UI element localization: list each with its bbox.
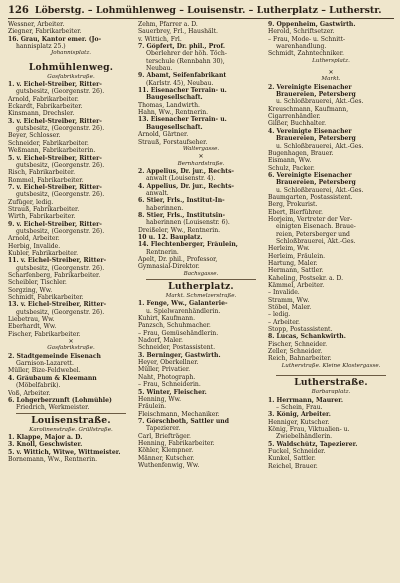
directory-line: Schloßbrauerei, Akt.-Ges. — [276, 237, 356, 245]
directory-line: u. Schloßbrauerei, Akt.-Ges. — [276, 98, 364, 106]
house-number-entry: 6. Vereinigte Eisenacher — [268, 171, 352, 179]
directory-line: Schneider, Postassistent. — [138, 344, 216, 352]
spacer — [268, 370, 394, 374]
directory-line: Tapezierer. — [146, 425, 181, 433]
directory-line: haberinnen. — [146, 204, 184, 212]
section-divider: ✕ — [198, 153, 204, 161]
directory-line: Müller, Bize-Feldwebel. — [8, 367, 81, 375]
directory-line: Kämmel, Arbeiter. — [268, 282, 325, 290]
column-3 — [268, 21, 394, 470]
house-number-entry: 13. v. Eichel-Streiber, Ritter- — [8, 301, 107, 309]
directory-line: Cigarrenhändler. — [268, 113, 321, 121]
directory-line: Gilßer, Buchhalter. — [268, 120, 327, 128]
directory-line: Henniger, Kutscher. — [268, 418, 330, 426]
directory-line: – Frau, Gemüsehändlerin. — [138, 329, 219, 337]
directory-line: Eismann, Ww. — [268, 157, 312, 165]
directory-line: Schulz, Packer. — [268, 164, 315, 172]
house-number-entry: Brauereien, Petersberg — [276, 135, 356, 143]
directory-line: hannisplatz 25.) — [16, 43, 66, 51]
directory-line: Arnold, Gärtner. — [138, 131, 189, 139]
cross-street-note: Waltergasse. — [182, 145, 220, 152]
page-number: 126 — [8, 5, 29, 16]
directory-line: Schmidt, Zahntechniker. — [268, 50, 344, 58]
directory-line: Thomas, Landwirth. — [138, 101, 200, 109]
directory-line: Zufüger, ledig. — [8, 198, 54, 206]
directory-line: Zehm, Pfarrer a. D. — [138, 21, 198, 28]
directory-line: Garnison-Lazarett. — [16, 360, 74, 368]
cross-street-note: Bernhardstraße. — [177, 160, 225, 167]
house-number-entry: 7. Görschboth, Sattler und — [138, 417, 229, 425]
cross-street-note: Gasfabrikstraße. — [47, 345, 95, 352]
house-number-entry: 1. Klappe, Major a. D. — [8, 433, 83, 441]
directory-line: Herbig, Invalide. — [8, 242, 61, 250]
directory-line: Stopp, Postassistent. — [268, 326, 333, 334]
directory-line: Berg, Prokurist. — [268, 201, 318, 209]
directory-line: – Schein, Frau. — [276, 403, 323, 411]
directory-line: Gymnasial-Direktor. — [138, 263, 200, 271]
directory-line: Neubau. — [146, 65, 173, 73]
street-heading: Lutherstraße. — [294, 377, 368, 389]
directory-line: Reich, Bahnarbeiter. — [268, 355, 332, 363]
directory-line: – ledig. — [268, 311, 291, 319]
house-number-entry: 3. Knoll, Geschwister. — [8, 441, 83, 449]
directory-line: Liebetrau, Ww. — [8, 316, 55, 324]
directory-line: Dreißeler, Ww., Rentnerin. — [138, 226, 221, 234]
house-number-entry: 5. Waldschütz, Tapezierer. — [268, 440, 358, 448]
directory-line: (Möbelfabrik). — [16, 382, 61, 390]
directory-line: Scheibler, Tischler. — [8, 279, 67, 287]
directory-line: u. Spielwarenhändlerin. — [146, 307, 221, 315]
house-number-entry: 16. Grau, Kantor emer. (Jo- — [8, 35, 102, 43]
directory-line: Nadorf, Maler. — [138, 337, 183, 345]
house-number-entry: 7. v. Eichel-Streiber, Ritter- — [8, 183, 102, 191]
directory-line: Stöbel, Maler. — [268, 304, 312, 312]
directory-line: Beyer, Schlosser. — [8, 132, 61, 140]
house-number-entry: Baugesellschaft. — [146, 94, 203, 102]
house-number-entry: 7. Göpfert, Dr. phil., Prof. — [138, 43, 226, 51]
directory-line: gutsbesitz, (Georgenstr. 26). — [16, 227, 105, 235]
directory-line: Bugenhagen, Brauer. — [268, 149, 334, 157]
house-number-entry: 5. Winter, Fleischer. — [138, 388, 207, 396]
directory-line: Sauerbrey, Frl., Haushält. — [138, 28, 218, 36]
house-number-entry: 1. v. Eichel-Streiber, Ritter- — [8, 81, 102, 89]
directory-line: Ebert, Bierführer. — [268, 208, 323, 216]
house-number-entry: 9. v. Eichel-Streiber, Ritter- — [8, 220, 102, 228]
directory-line: gutsbesitz, (Georgenstr. 26). — [16, 88, 105, 96]
house-number-entry: 6. Stier, Frls., Institut-In- — [138, 197, 225, 205]
directory-line: (Karlstr. 45), Neubau. — [146, 79, 214, 87]
house-number-entry: 10 u. 12. Bauplatz. — [138, 233, 203, 241]
directory-line: anwalt. — [146, 189, 169, 197]
house-number-entry: 9. Abamt, Seifenfabrikant — [138, 72, 227, 80]
directory-line: Männer, Kutscher. — [138, 454, 195, 462]
directory-line: Kubler, Fabrikarbeiter. — [8, 249, 79, 257]
directory-line: Reichel, Brauer. — [268, 462, 318, 470]
running-title: Löberstg. – Lohmühlenweg – Louisenstr. – Lutherplatz – Lutherstr. — [34, 5, 382, 16]
house-number-entry: 14. Flechtenberger, Fräulein, — [138, 241, 238, 249]
directory-line: Heyer, Oberkellner. — [138, 359, 199, 367]
house-number-entry: 11. Eisenacher Terrain- u. — [138, 87, 227, 95]
cross-street-note: Gasfabrikstraße. — [47, 73, 95, 80]
directory-line: Naht, Photograph. — [138, 373, 196, 381]
page-header — [8, 5, 394, 19]
directory-line: Henning, Ww. — [138, 395, 182, 403]
house-number-entry: 2. Vereinigte Eisenacher — [268, 83, 352, 91]
section-divider: ✕ — [328, 69, 334, 77]
directory-line: reien, Petersberger und — [276, 230, 350, 238]
house-number-entry: Brauereien, Petersberg — [276, 91, 356, 99]
directory-line: – Frau, Schneiderin. — [138, 381, 201, 389]
directory-line: Carl, Briefträger. — [138, 432, 191, 440]
directory-line: einigten Eisenach. Braue- — [276, 223, 356, 231]
directory-line: Sorgzing, Ww. — [8, 286, 53, 294]
directory-line: Ziegner, Fabrikarbeiter. — [8, 28, 82, 36]
section-rule — [146, 279, 256, 280]
directory-line: warenhandlung. — [276, 43, 327, 51]
directory-line: gutsbesitz, (Georgenstr. 26). — [16, 191, 105, 199]
directory-line: Oberlehrer der höh. Töch- — [146, 50, 227, 58]
directory-line: Fischer, Fabrikarbeiter. — [8, 330, 81, 338]
column-2 — [138, 21, 264, 470]
house-number-entry: 5. v. Wittich, Witwe, Wittmeister. — [8, 448, 121, 456]
directory-line: gutsbesitz, (Georgenstr. 26). — [16, 308, 105, 316]
directory-line: Herold, Schriftsetzer. — [268, 28, 335, 36]
directory-line: Wirth, Fabrikarbeiter. — [8, 213, 76, 221]
street-heading: Lohmühlenweg. — [28, 61, 114, 73]
directory-line: Schneider, Fabrikarbeiter. — [8, 139, 89, 147]
directory-line: Stramm, Ww. — [268, 296, 310, 304]
directory-line: Köhler, Klempner. — [138, 447, 194, 455]
directory-line: Risch, Fabrikarbeiter. — [8, 169, 76, 177]
house-number-entry: 1. Fenge, Ww., Galanterie- — [138, 300, 228, 308]
cross-street-note: Lutherstraße. Kleine Klostergasse. — [281, 362, 381, 369]
cross-street-note: Karolinenstraße. Grüllstraße. — [29, 426, 113, 433]
directory-line: gutsbesitz, (Georgenstr. 26). — [16, 264, 105, 272]
directory-line: Strauß, Forstaufseher. — [138, 138, 208, 146]
house-number-entry: 2. Stadtgemeinde Eisenach — [8, 352, 101, 360]
cross-street-note: Luthersplatz. — [312, 57, 350, 64]
directory-line: Zeller, Schneider. — [268, 348, 323, 356]
directory-line: Fleischmann, Mechaniker. — [138, 410, 220, 418]
cross-street-note: Markt. — [321, 76, 341, 83]
street-heading: Lutherplatz. — [168, 281, 234, 293]
house-number-entry: 4. Vereinigte Eisenacher — [268, 127, 352, 135]
house-number-entry: 13. Eisenacher Terrain- u. — [138, 116, 227, 124]
directory-line: Henning, Fabrikarbeiter. — [138, 439, 215, 447]
directory-line: Eckardt, Fabrikarbeiter. — [8, 103, 83, 111]
directory-line: Fischer, Schneider. — [268, 340, 328, 348]
directory-line: u. Schloßbrauerei, Akt.-Ges. — [276, 186, 364, 194]
house-number-entry: Baugesellschaft. — [146, 123, 203, 131]
directory-line: Arnold, Fabrikarbeiter. — [8, 95, 79, 103]
cross-street-note: Markt. Schmelzerstraße. — [165, 293, 237, 300]
directory-line: Kuhirt, Kaufmann. — [138, 315, 196, 323]
section-rule — [16, 413, 126, 414]
directory-line: Arnold, Arbeiter. — [8, 235, 60, 243]
directory-line: Rommel, Fabrikarbeiter. — [8, 176, 84, 184]
directory-line: Wessner, Arbeiter. — [8, 21, 65, 28]
cross-street-note: Bachsgasse. — [183, 270, 219, 277]
directory-line: Scharfenberg, Fabrikarbeiter. — [8, 272, 101, 279]
house-number-entry: 6. Lohgerberzunft (Lohmühle) — [8, 396, 112, 404]
directory-line: Kinsmann, Drechsler. — [8, 110, 75, 118]
directory-line: Zwiebelhändlerin. — [276, 433, 333, 441]
directory-line: Strauß, Fabrikarbeiter. — [8, 205, 80, 213]
directory-line: v. Wittich, Frl. — [138, 35, 182, 43]
directory-line: Kunkel, Sattler. — [268, 455, 316, 463]
directory-line: – Frau, Mode- u. Schnitt- — [268, 35, 346, 43]
directory-line: Hahn, Ww., Rentnerin. — [138, 109, 209, 117]
directory-line: Bornemann, Ww., Rentnerin. — [8, 455, 98, 463]
house-number-entry: 11. v. Eichel-Streiber, Ritter- — [8, 257, 107, 265]
directory-line: – Invalide. — [268, 289, 300, 297]
directory-line: Eberhardt, Ww. — [8, 323, 57, 331]
house-number-entry: 4. Appelius, Dr. jur., Rechts- — [138, 182, 235, 190]
house-number-entry: 8. Lucas, Schankwirth. — [268, 333, 346, 341]
directory-line: Fuckel, Schneider. — [268, 447, 326, 455]
directory-line: Herleim, Ww. — [268, 245, 310, 253]
directory-line: Apelt, Dr. phil., Professor, — [138, 256, 218, 263]
section-divider: ✕ — [68, 338, 74, 346]
house-number-entry: 5. v. Eichel-Streiber, Ritter- — [8, 154, 102, 162]
directory-line: – Arbeiter. — [268, 318, 300, 326]
directory-line: Weßmann, Fabrikarbeiterin. — [8, 147, 96, 155]
house-number-entry: 3. König, Arbeiter. — [268, 411, 331, 419]
directory-line: haberinnen (Louisenstr. 6). — [146, 219, 230, 227]
directory-line: Schmidt, Fabrikarbeiter. — [8, 294, 84, 302]
house-number-entry: 3. Berninger, Gastwirth. — [138, 351, 221, 359]
house-number-entry: 8. Stier, Frls., Institutsin- — [138, 211, 226, 219]
directory-line: Horjeim, Vertreter der Ver- — [268, 215, 353, 223]
section-rule — [276, 375, 386, 376]
house-number-entry: 9. Oppenheim, Gastwirth. — [268, 21, 356, 28]
directory-line: gutsbesitz, (Georgenstr. 26). — [16, 125, 105, 133]
house-number-entry: 1. Herrmann, Maurer. — [268, 396, 344, 404]
house-number-entry: 3. v. Eichel-Streiber, Ritter- — [8, 117, 102, 125]
house-number-entry: 4. Gräubaum & Kleemann — [8, 374, 97, 382]
street-heading: Louisenstraße. — [31, 414, 111, 426]
directory-line: gutsbesitz, (Georgenstr. 26). — [16, 161, 105, 169]
cross-street-note: Johannisplatz. — [50, 50, 92, 57]
directory-line: terschule (Rennbahn 30), — [146, 57, 225, 65]
directory-line: Friedrich, Werkmeister. — [16, 404, 90, 412]
cross-street-note: Barbaraplatz. — [311, 389, 351, 396]
house-number-entry: Brauereien, Petersberg — [276, 179, 356, 187]
directory-line: Fräulein. — [138, 403, 167, 411]
directory-line: Hermann, Sattler. — [268, 267, 324, 275]
directory-line: Wuthenfenwig, Ww. — [138, 461, 200, 469]
directory-line: Rentnerin. — [146, 248, 179, 256]
directory-line: Voß, Arbeiter. — [8, 389, 51, 397]
directory-line: Baumgarten, Postassistent. — [268, 193, 353, 201]
house-number-entry: 2. Appelius, Dr. jur., Rechts- — [138, 167, 235, 175]
columns — [8, 21, 394, 470]
directory-line: Panzsch, Schuhmacher. — [138, 322, 211, 330]
directory-line: König, Frau, Viktualien- u. — [268, 425, 350, 433]
directory-line: Hartung, Maler. — [268, 260, 318, 267]
directory-line: Kaheling, Postsekr. a. D. — [268, 274, 344, 282]
directory-line: anwalt (Louisenstr. 4). — [146, 175, 216, 183]
directory-line: Müller, Privatier. — [138, 366, 191, 374]
column-1 — [8, 21, 134, 470]
directory-line: Herleim, Fräulein. — [268, 252, 326, 260]
directory-line: u. Schloßbrauerei, Akt.-Ges. — [276, 142, 364, 150]
directory-line: Kreuschmann, Kaufmann, — [268, 105, 349, 113]
